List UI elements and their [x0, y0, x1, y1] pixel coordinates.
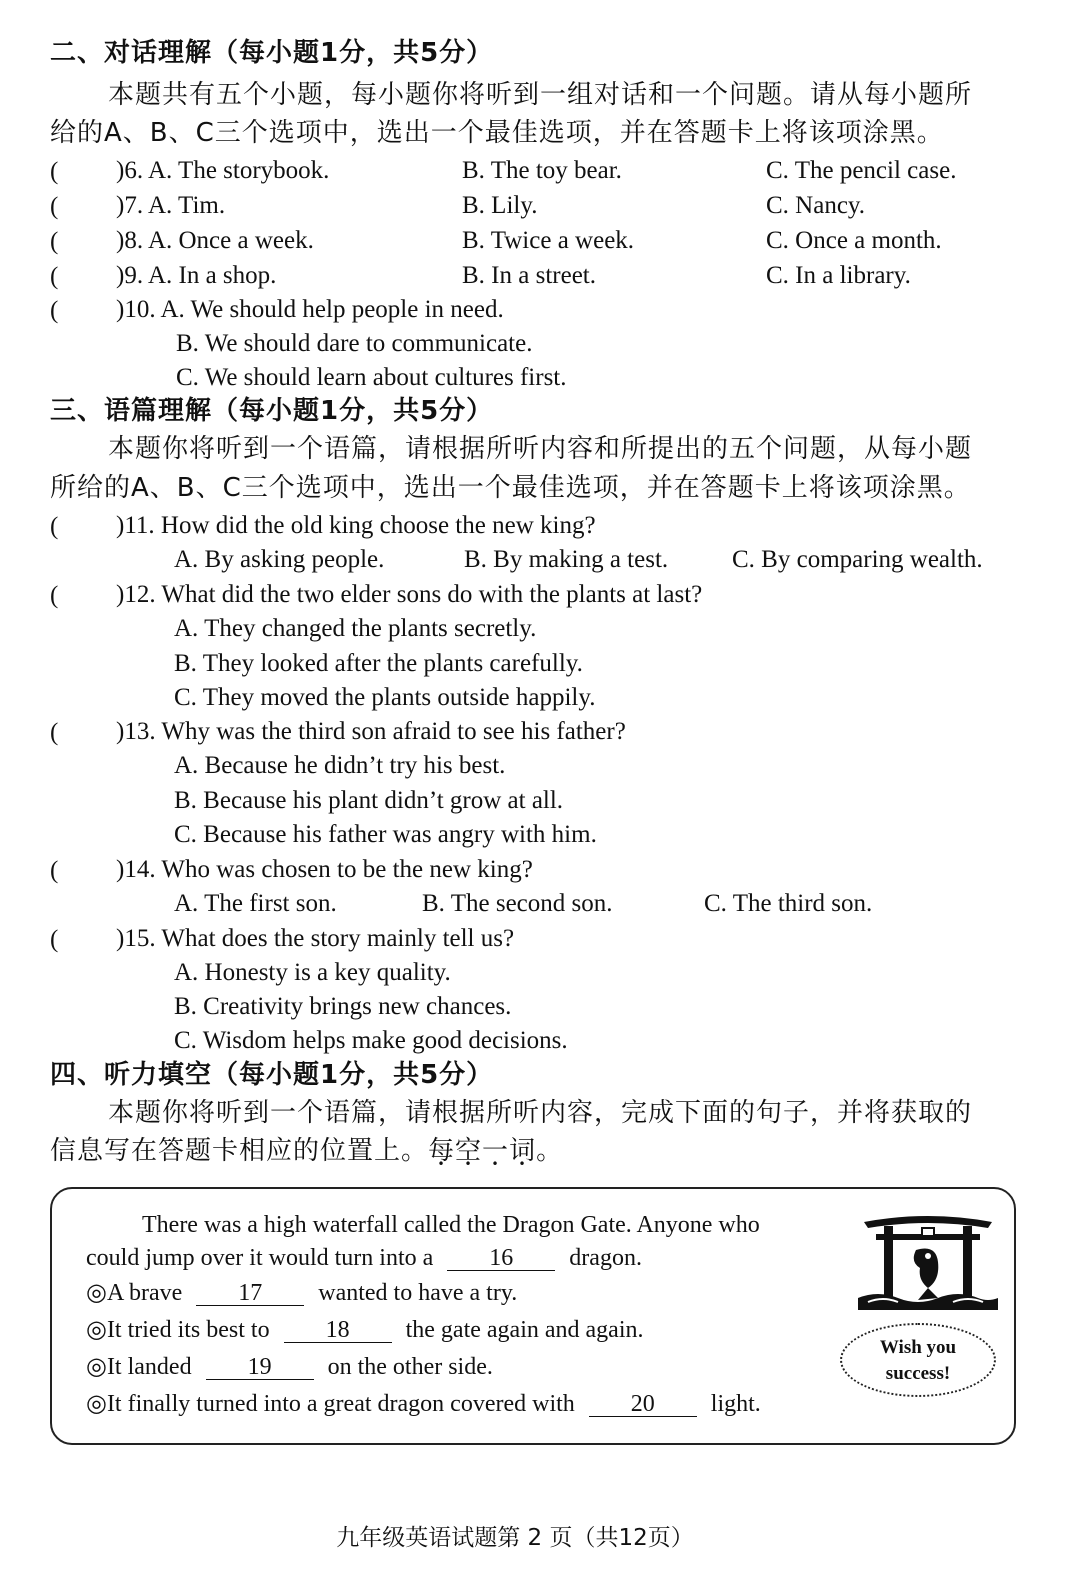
answer-paren: (	[50, 926, 59, 953]
section-4-intro-line2	[50, 1138, 563, 1164]
question-14-stem: )14. Who was chosen to be the new king?	[116, 856, 533, 883]
question-13-option-a: A. Because he didn’t try his best.	[174, 752, 506, 779]
question-6-option-a: )6. A. The storybook.	[116, 157, 330, 184]
question-15-option-b: B. Creativity brings new chances.	[174, 993, 512, 1020]
question-12-option-a: A. They changed the plants secretly.	[174, 615, 537, 642]
section-2-intro-line2: 给的A、B、C三个选项中，选出一个最佳选项，并在答题卡上将该项涂黑。	[50, 118, 944, 148]
question-15-option-c: C. Wisdom helps make good decisions.	[174, 1027, 568, 1054]
emphasis-char: 一	[482, 1136, 510, 1166]
box-text: wanted to have a try.	[318, 1280, 518, 1306]
question-15-option-a: A. Honesty is a key quality.	[174, 959, 451, 986]
section-2-heading: 二、对话理解（每小题1分，共5分）	[50, 38, 494, 68]
box-line-5	[86, 1355, 493, 1380]
box-text: dragon.	[569, 1245, 642, 1271]
box-text: the gate again and again.	[405, 1317, 644, 1343]
question-9-option-b: B. In a street.	[462, 262, 596, 289]
box-text: on the other side.	[327, 1354, 493, 1380]
answer-paren: (	[50, 719, 59, 746]
blank-18[interactable]: 18	[284, 1318, 392, 1343]
emphasis-char: 每	[428, 1136, 456, 1166]
box-line-3	[86, 1281, 517, 1306]
question-12-option-b: B. They looked after the plants carefully.	[174, 650, 583, 677]
section-3-heading: 三、语篇理解（每小题1分，共5分）	[50, 396, 494, 426]
box-text: light.	[710, 1391, 761, 1417]
box-text: ◎It finally turned into a great dragon covered with	[86, 1391, 575, 1417]
question-12-option-c: C. They moved the plants outside happily.	[174, 684, 596, 711]
blank-19[interactable]: 19	[206, 1355, 314, 1380]
box-line-4	[86, 1318, 643, 1343]
question-7-option-b: B. Lily.	[462, 192, 538, 219]
dragon-gate-fish-icon	[858, 1210, 998, 1310]
answer-paren: (	[50, 513, 59, 540]
section-2-intro-line1: 本题共有五个小题，每小题你将听到一组对话和一个问题。请从每小题所	[108, 80, 973, 110]
question-9-option-a: )9. A. In a shop.	[116, 262, 277, 289]
question-10-option-c: C. We should learn about cultures first.	[176, 364, 567, 391]
question-9-option-c: C. In a library.	[766, 262, 911, 289]
answer-paren: (	[50, 297, 59, 324]
question-14-option-c: C. The third son.	[704, 890, 873, 917]
wish-you-success-badge	[840, 1323, 996, 1397]
box-line-2	[86, 1246, 642, 1271]
box-text: ◎It tried its best to	[86, 1317, 270, 1343]
intro-text: 信息写在答题卡相应的位置上。	[50, 1136, 429, 1166]
question-10-option-a: )10. A. We should help people in need.	[116, 296, 504, 323]
question-15-stem: )15. What does the story mainly tell us?	[116, 925, 515, 952]
question-7-option-a: )7. A. Tim.	[116, 192, 226, 219]
question-14-option-a: A. The first son.	[174, 890, 337, 917]
blank-17[interactable]: 17	[196, 1281, 304, 1306]
question-8-option-b: B. Twice a week.	[462, 227, 635, 254]
section-4-heading: 四、听力填空（每小题1分，共5分）	[50, 1060, 494, 1090]
question-8-option-c: C. Once a month.	[766, 227, 942, 254]
question-12-stem: )12. What did the two elder sons do with the plants at last?	[116, 581, 703, 608]
blank-20[interactable]: 20	[589, 1392, 697, 1417]
box-line-6	[86, 1392, 761, 1417]
question-6-option-b: B. The toy bear.	[462, 157, 622, 184]
answer-paren: (	[50, 582, 59, 609]
emphasis-char: 空	[455, 1136, 483, 1166]
question-14-option-b: B. The second son.	[422, 890, 613, 917]
question-11-option-a: A. By asking people.	[174, 546, 385, 573]
wish-line-1: Wish you	[879, 1337, 957, 1358]
question-13-option-c: C. Because his father was angry with him.	[174, 821, 597, 848]
answer-paren: (	[50, 263, 59, 290]
question-11-option-b: B. By making a test.	[464, 546, 669, 573]
question-7-option-c: C. Nancy.	[766, 192, 866, 219]
question-11-stem: )11. How did the old king choose the new king?	[116, 512, 596, 539]
question-13-stem: )13. Why was the third son afraid to see his father?	[116, 718, 626, 745]
section-3-intro-line2: 所给的A、B、C三个选项中，选出一个最佳选项，并在答题卡上将该项涂黑。	[50, 473, 971, 503]
box-text: ◎It landed	[86, 1354, 192, 1380]
answer-paren: (	[50, 228, 59, 255]
answer-paren: (	[50, 158, 59, 185]
box-text: could jump over it would turn into a	[86, 1245, 434, 1271]
page-footer: 九年级英语试题第 2 页（共12页）	[336, 1525, 694, 1551]
section-4-intro-line1: 本题你将听到一个语篇，请根据所听内容，完成下面的句子，并将获取的	[108, 1098, 973, 1128]
box-line-1: There was a high waterfall called the Dragon Gate. Anyone who	[142, 1212, 760, 1238]
section-3-intro-line1: 本题你将听到一个语篇，请根据所听内容和所提出的五个问题，从每小题	[108, 434, 973, 464]
blank-16[interactable]: 16	[447, 1246, 555, 1271]
answer-paren: (	[50, 193, 59, 220]
answer-paren: (	[50, 857, 59, 884]
question-6-option-c: C. The pencil case.	[766, 157, 957, 184]
question-8-option-a: )8. A. Once a week.	[116, 227, 314, 254]
box-text: ◎A brave	[86, 1280, 183, 1306]
wish-line-2: success!	[885, 1363, 951, 1384]
question-11-option-c: C. By comparing wealth.	[732, 546, 983, 573]
question-10-option-b: B. We should dare to communicate.	[176, 330, 533, 357]
intro-text-end: 。	[536, 1136, 564, 1166]
emphasis-char: 词	[509, 1136, 537, 1166]
question-13-option-b: B. Because his plant didn’t grow at all.	[174, 787, 564, 814]
